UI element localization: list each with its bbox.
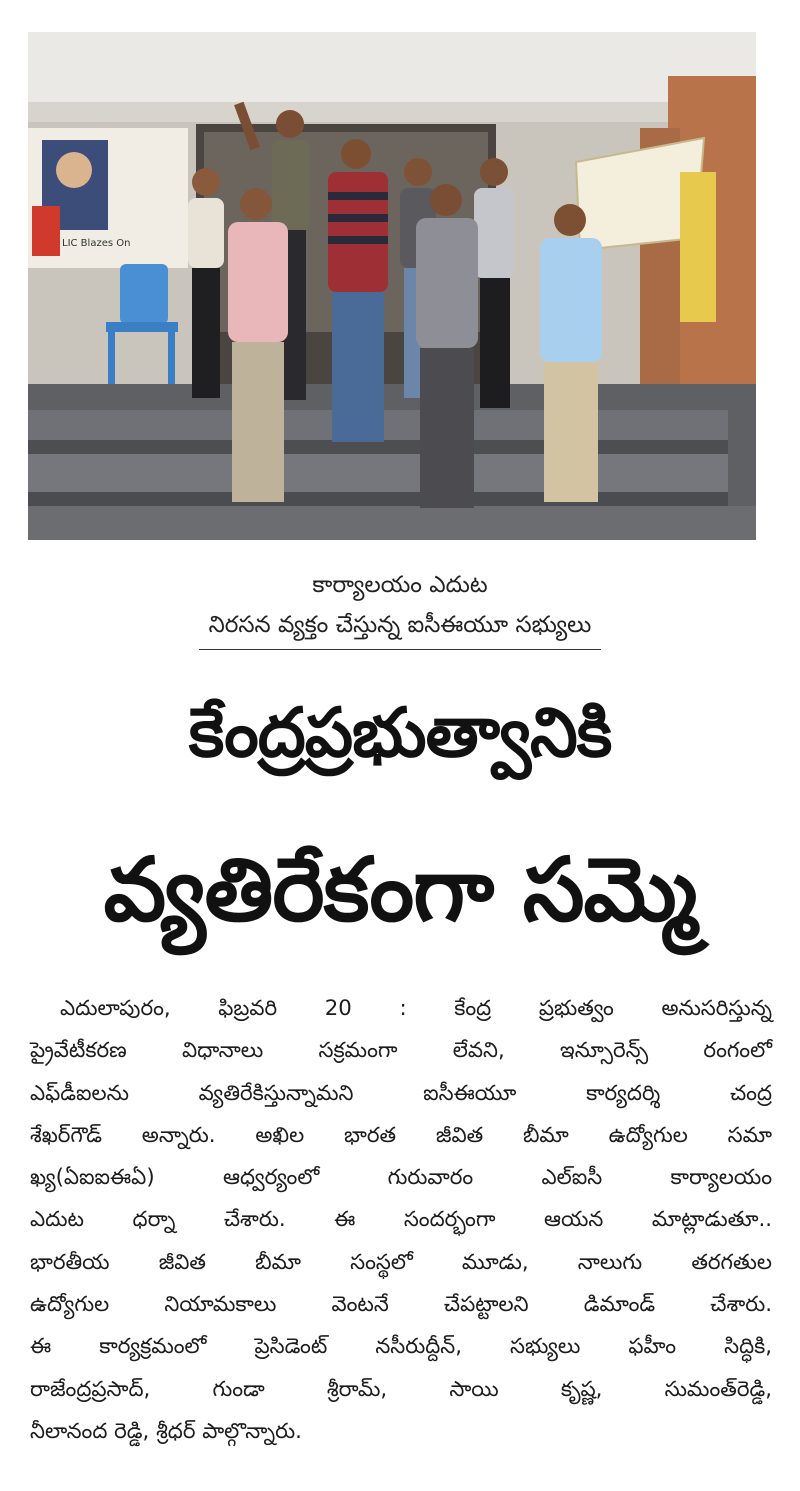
article-line: ఉద్యోగుల నియామకాలు వెంటనే చేపట్టాలని డిమాండ్ చేశారు. (30, 1292, 772, 1318)
photo-caption-line-1: కార్యాలయం ఎదుట (312, 572, 488, 598)
news-photo (28, 32, 756, 540)
article-line: ఖ్య(ఏఐఐఈఏ) ఆధ్వర్యంలో గురువారం ఎల్ఐసీ కార్యాలయం (30, 1165, 772, 1191)
article-line: ఎదుట ధర్నా చేశారు. ఈ సందర్భంగా ఆయన మాట్లాడుతూ.. (30, 1207, 772, 1233)
article-line: ప్రైవేటీకరణ విధానాలు సక్రమంగా లేవని, ఇన్సూరెన్స్ రంగంలో (30, 1038, 772, 1064)
article-line: నీలానంద రెడ్డి, శ్రీధర్ పాల్గొన్నారు. (30, 1418, 302, 1444)
headline-line-2: వ్యతిరేకంగా సమ్మె (103, 838, 697, 941)
article-line: ఎదులాపురం, ఫిబ్రవరి 20 : కేంద్ర ప్రభుత్వం అనుసరిస్తున్న (60, 996, 772, 1021)
photo-caption-line-2-wrapper (0, 612, 800, 650)
banner-text: LIC Blazes On (62, 238, 131, 249)
article-line: ఎఫ్‌డీఐలను వ్యతిరేకిస్తున్నామని ఐసీఈయూ కార్యదర్శి చంద్ర (30, 1080, 772, 1106)
left-poster (28, 128, 188, 268)
article-line: శేఖర్‌గౌడ్ అన్నారు. అఖిల భారత జీవిత బీమా ఉద్యోగుల సమా (30, 1122, 772, 1148)
protest-photo-illustration (28, 32, 756, 540)
headline-line-1: కేంద్రప్రభుత్వానికి (188, 694, 612, 773)
article-line: భారతీయ జీవిత బీమా సంస్థలో మూడు, నాలుగు తరగతుల (30, 1249, 772, 1275)
article-body (30, 988, 772, 1453)
article-line: రాజేంద్రప్రసాద్, గుండా శ్రీరామ్, సాయి కృష్ణ, సుమంత్‌రెడ్డి, (30, 1376, 772, 1402)
article-line: ఈ కార్యక్రమంలో ప్రెసిడెంట్ నసీరుద్దీన్, సభ్యులు ఫహీం సిద్ధికి, (30, 1334, 772, 1360)
photo-caption-line-2: నిరసన వ్యక్తం చేస్తున్న ఐసీఈయూ సభ్యులు (199, 612, 602, 650)
